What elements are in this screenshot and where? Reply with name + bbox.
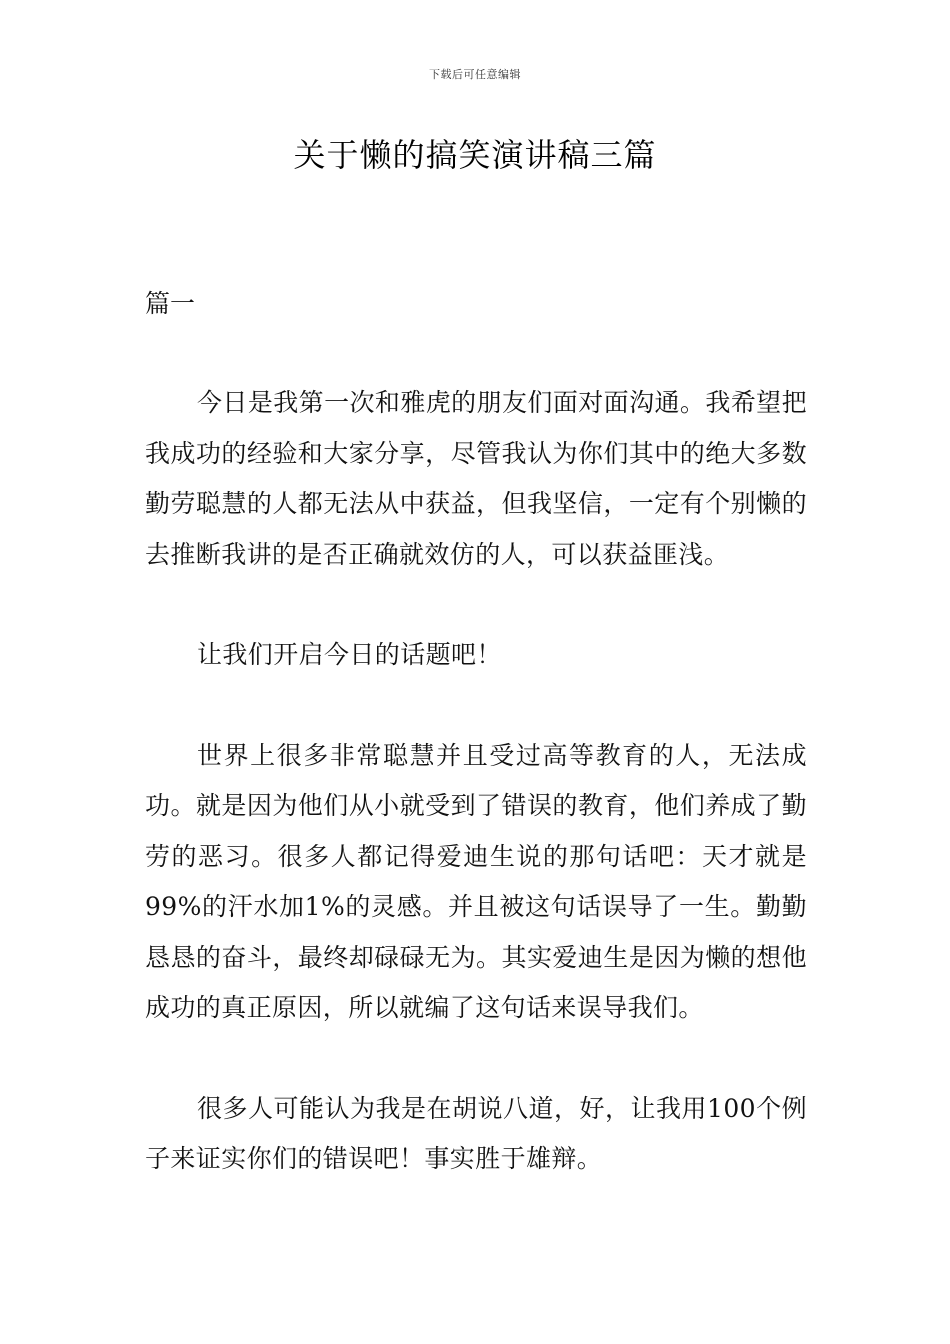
paragraph: 很多人可能认为我是在胡说八道，好，让我用100个例子来证实你们的错误吧！事实胜于雄辩。: [145, 1093, 807, 1173]
paragraph: 世界上很多非常聪慧并且受过高等教育的人，无法成功。就是因为他们从小就受到了错误的教育，他们养成了勤劳的恶习。很多人都记得爱迪生说的那句话吧：天才就是99%的汗水加1%的灵感。并且被这句话误导了一生。勤勤恳恳的奋斗，最终却碌碌无为。其实爱迪生是因为懒的想他成功的真正原因，所以就编了这句话来误导我们。: [145, 740, 807, 1022]
section-label: 篇一: [145, 289, 196, 318]
header-note: 下载后可任意编辑: [429, 68, 521, 81]
document-body: [145, 378, 807, 1235]
document-title: 关于懒的搞笑演讲稿三篇: [293, 136, 657, 174]
paragraph: 今日是我第一次和雅虎的朋友们面对面沟通。我希望把我成功的经验和大家分享，尽管我认为你们其中的绝大多数勤劳聪慧的人都无法从中获益，但我坚信，一定有个别懒的去推断我讲的是否正确就效仿的人，可以获益匪浅。: [145, 388, 807, 569]
paragraph: 让我们开启今日的话题吧！: [197, 640, 502, 669]
